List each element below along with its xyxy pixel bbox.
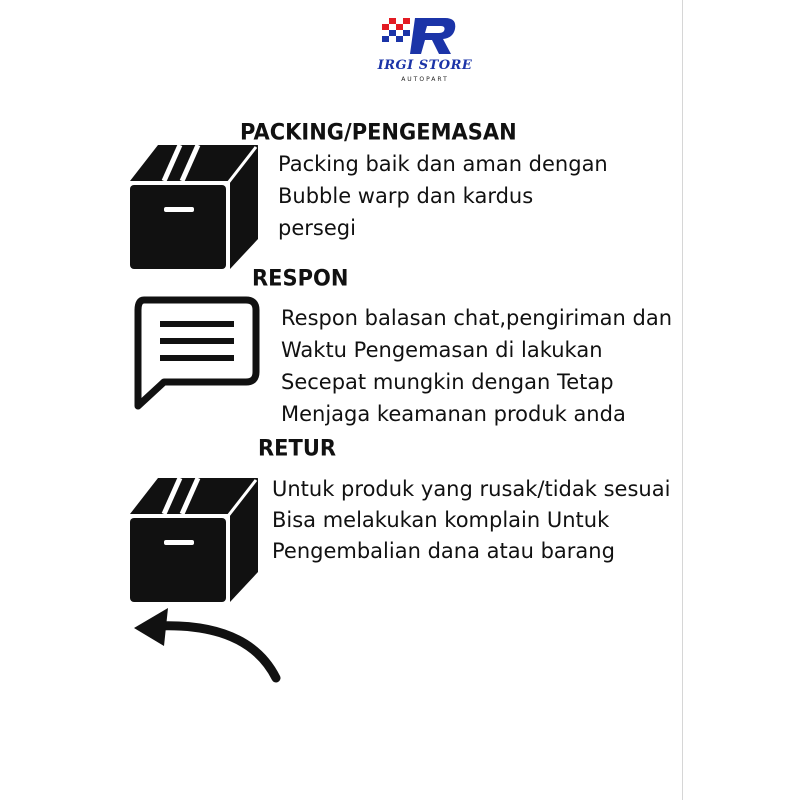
packing-line-3: persegi: [278, 216, 356, 240]
box-icon: [128, 476, 260, 604]
store-tagline: AUTOPART: [401, 76, 449, 83]
box-icon: [128, 143, 260, 271]
respon-line-3: Secepat mungkin dengan Tetap: [281, 370, 614, 394]
chat-bubble-icon: [130, 294, 262, 412]
store-name: IRGI STORE: [377, 58, 473, 73]
section-title-retur: RETUR: [258, 435, 337, 461]
section-title-packing: PACKING/PENGEMASAN: [240, 119, 517, 145]
retur-line-3: Pengembalian dana atau barang: [272, 539, 615, 563]
section-text-packing: [278, 148, 608, 244]
section-title-respon: RESPON: [252, 265, 349, 291]
retur-line-2: Bisa melakukan komplain Untuk: [272, 508, 610, 532]
section-text-respon: [281, 302, 672, 430]
logo-mark-icon: [375, 14, 475, 56]
retur-line-1: Untuk produk yang rusak/tidak sesuai: [272, 477, 671, 501]
section-text-retur: [272, 474, 670, 567]
respon-line-2: Waktu Pengemasan di lakukan: [281, 338, 603, 362]
page-edge-line: [682, 0, 683, 800]
store-logo: [370, 14, 480, 86]
curved-arrow-left-icon: [130, 600, 290, 690]
packing-line-1: Packing baik dan aman dengan: [278, 152, 608, 176]
respon-line-1: Respon balasan chat,pengiriman dan: [281, 306, 673, 330]
packing-line-2: Bubble warp dan kardus: [278, 184, 534, 208]
respon-line-4: Menjaga keamanan produk anda: [281, 402, 626, 426]
